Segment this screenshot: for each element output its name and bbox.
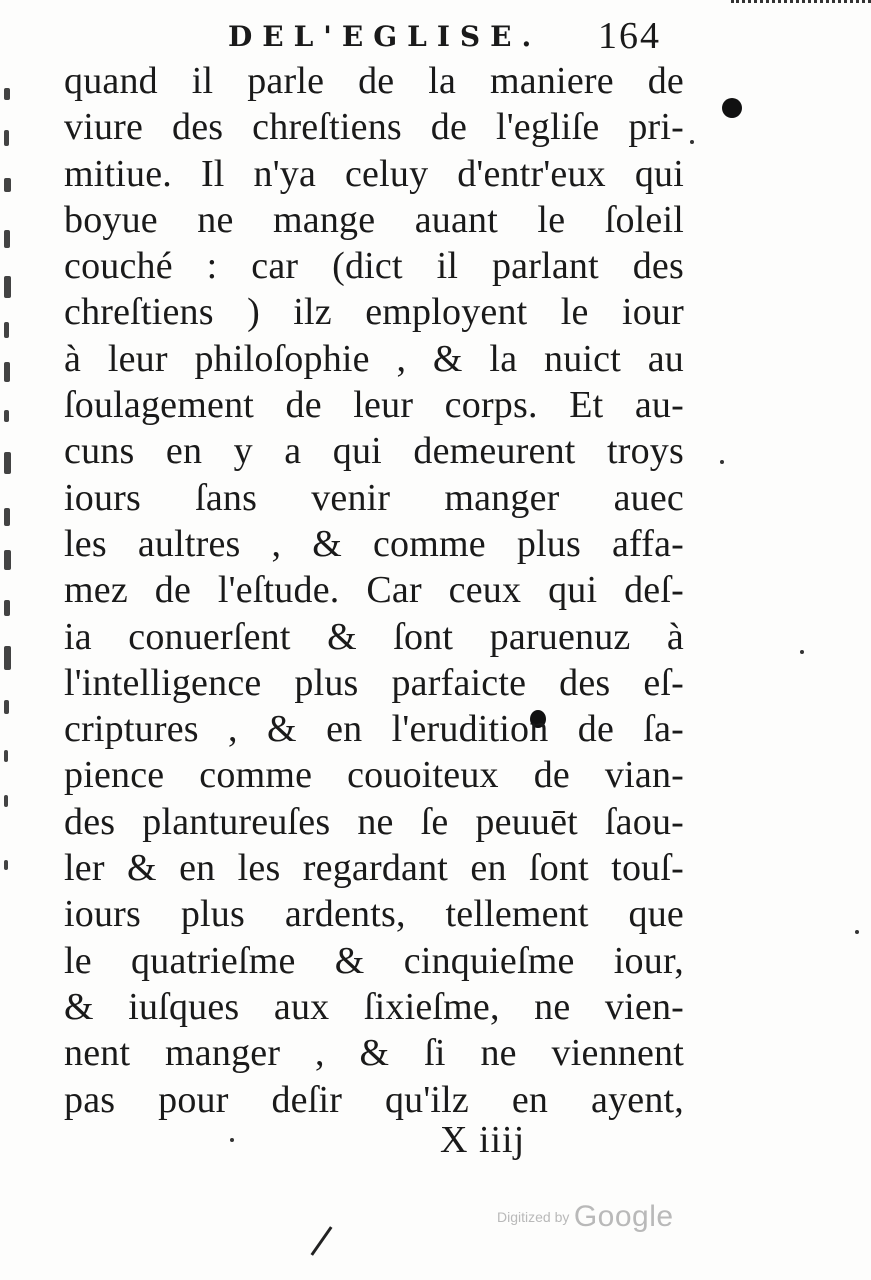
page-number: 164 — [598, 15, 661, 57]
speck — [855, 930, 859, 934]
google-logo: Google — [573, 1200, 674, 1233]
text-line: chreſtiens ) ilz employent le iour — [64, 291, 684, 334]
text-line: ia conuerſent & ſont paruenuz à — [64, 615, 684, 658]
text-line: couché : car (dict il parlant des — [64, 245, 684, 288]
watermark-prefix: Digitized by — [497, 1209, 570, 1225]
top-edge-mark — [731, 0, 871, 11]
text-line: pience comme couoiteux de vian- — [64, 754, 684, 797]
text-line: mitiue. Il n'ya celuy d'entr'eux qui — [64, 152, 684, 195]
body-text — [64, 58, 684, 1123]
text-line: ler & en les regardant en ſont touſ- — [64, 847, 684, 890]
pen-stroke-mark — [311, 1226, 333, 1256]
speck — [720, 460, 724, 464]
text-line: mez de l'eſtude. Car ceux qui deſ- — [64, 569, 684, 612]
text-line: nent manger , & ſi ne viennent — [64, 1032, 684, 1075]
text-line: à leur philoſophie , & la nuict au — [64, 337, 684, 380]
text-line: le quatrieſme & cinquieſme iour, — [64, 939, 684, 982]
text-line: les aultres , & comme plus affa- — [64, 522, 684, 565]
text-line: iours plus ardents, tellement que — [64, 893, 684, 936]
digitized-watermark — [497, 1200, 674, 1234]
ink-blot — [722, 98, 742, 118]
running-head: DEL'EGLISE. — [228, 20, 542, 53]
facing-page-bleed — [0, 60, 24, 920]
text-line: pas pour deſir qu'ilz en ayent, — [64, 1078, 684, 1121]
text-line: l'intelligence plus parfaicte des eſ- — [64, 661, 684, 704]
text-line: cuns en y a qui demeurent troys — [64, 430, 684, 473]
text-line: iours ſans venir manger auec — [64, 476, 684, 519]
text-line: des plantureuſes ne ſe peuuēt ſaou- — [64, 800, 684, 843]
page-header — [228, 14, 688, 64]
text-line: & iuſques aux ſixieſme, ne vien- — [64, 985, 684, 1028]
speck — [690, 140, 694, 144]
speck — [230, 1138, 234, 1142]
text-line: viure des chreſtiens de l'egliſe pri- — [64, 106, 684, 149]
text-line: ſoulagement de leur corps. Et au- — [64, 384, 684, 427]
text-line: criptures , & en l'erudition de ſa- — [64, 708, 684, 751]
speck — [800, 650, 804, 654]
catchword-signature: X iiij — [440, 1119, 526, 1161]
text-line: boyue ne mange auant le ſoleil — [64, 198, 684, 241]
text-line: quand il parle de la maniere de — [64, 60, 684, 102]
